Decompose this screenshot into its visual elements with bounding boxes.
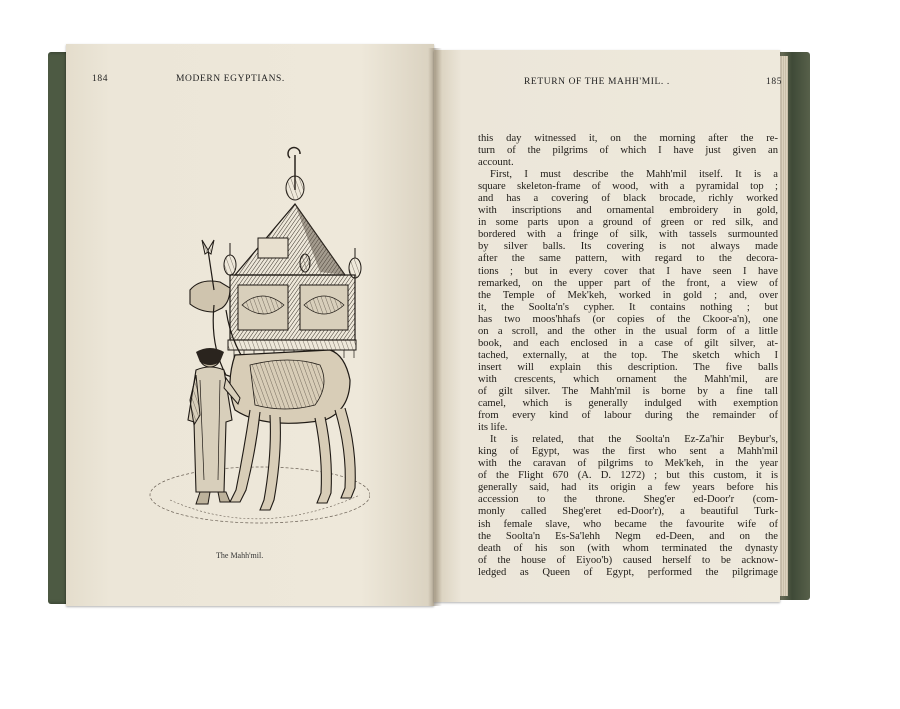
text-line: generally said, had its origin a few years before his xyxy=(478,482,778,494)
text-line: tions ; but in every cover that I have seen I have xyxy=(478,265,778,277)
text-line: book, and each enclosed in a case of gilt silver, at- xyxy=(478,337,778,349)
text-line: and has a covering of black brocade, richly worked xyxy=(478,193,778,205)
text-line: from every kind of labour during the remainder of xyxy=(478,410,778,422)
text-line: bordered with a fringe of silk, with tassels surmounted xyxy=(478,229,778,241)
right-page-number: 185 xyxy=(766,77,783,87)
figure-caption: The Mahh'mil. xyxy=(216,551,264,560)
text-line: of the Flight 670 (A. D. 1272) ; but this custom, it is xyxy=(478,470,778,482)
text-line: in some parts upon a ground of green or red silk, and xyxy=(478,217,778,229)
right-running-title: RETURN OF THE MAHH'MIL. . xyxy=(524,77,670,87)
text-line: ish female slave, who became the favourite wife of xyxy=(478,518,778,530)
left-page-number: 184 xyxy=(92,74,109,84)
text-line: with crescents, which ornament the Mahh'mil, are xyxy=(478,373,778,385)
text-line: account. xyxy=(478,157,514,169)
text-line: the Soolta'n Es-Sa'lehh Negm ed-Deen, and on the xyxy=(478,530,778,542)
text-line: First, I must describe the Mahh'mil itself. It is a xyxy=(490,169,778,181)
text-line: this day witnessed it, on the morning after the re- xyxy=(478,133,778,144)
text-line: square skeleton-frame of wood, with a pyramidal top ; xyxy=(478,181,778,193)
text-line: of gilt silver. The Mahh'mil is borne by a fine tall xyxy=(478,385,778,397)
text-line: insert will explain this description. The five balls xyxy=(478,361,778,373)
text-line: has two moos'hhafs (or copies of the Ckoor-a'n), one xyxy=(478,313,778,325)
text-line: monly called Sheg'eret ed-Door'r), a beautiful Turk- xyxy=(478,506,778,518)
text-line: accession to the throne. Sheg'er ed-Door'r (com- xyxy=(478,494,778,506)
text-line: after the same pattern, with regard to the decora- xyxy=(478,253,778,265)
text-line: remarked, on the upper part of the front, a view of xyxy=(478,277,778,289)
text-line: of the house of Eiyoo'b) caused herself to be acknow- xyxy=(478,554,778,566)
book-gutter xyxy=(428,48,442,606)
text-line: camel, which is generally indulged with exemption xyxy=(478,398,778,410)
left-running-title: MODERN EGYPTIANS. xyxy=(176,74,285,84)
mahhmil-engraving-illustration xyxy=(130,100,370,545)
text-line: death of his son (with whom terminated the dynasty xyxy=(478,542,778,554)
text-line: with inscriptions and ornamental embroidery in gold, xyxy=(478,205,778,217)
text-line: tached, externally, at the top. The sketch which I xyxy=(478,349,778,361)
text-line: turn of the pilgrims of which I have just given an xyxy=(478,145,778,157)
text-line: the Temple of Mek'keh, worked in gold ; and, over xyxy=(478,289,778,301)
text-line: by silver balls. Its covering is not always made xyxy=(478,241,778,253)
right-page-body-text xyxy=(478,133,778,579)
text-line: on a scroll, and the other in the usual form of a little xyxy=(478,325,778,337)
text-line: its life. xyxy=(478,422,508,434)
text-line: king of Egypt, was the first who sent a Mahh'mil xyxy=(478,446,778,458)
text-line: ledged as Queen of Egypt, performed the pilgrimage xyxy=(478,566,778,578)
text-line: It is related, that the Soolta'n Ez-Za'hir Beybur's, xyxy=(490,434,778,446)
text-line: it, the Soolta'n's cypher. It contains nothing ; but xyxy=(478,301,778,313)
text-line: with the caravan of pilgrims to Mek'keh, in the year xyxy=(478,458,778,470)
